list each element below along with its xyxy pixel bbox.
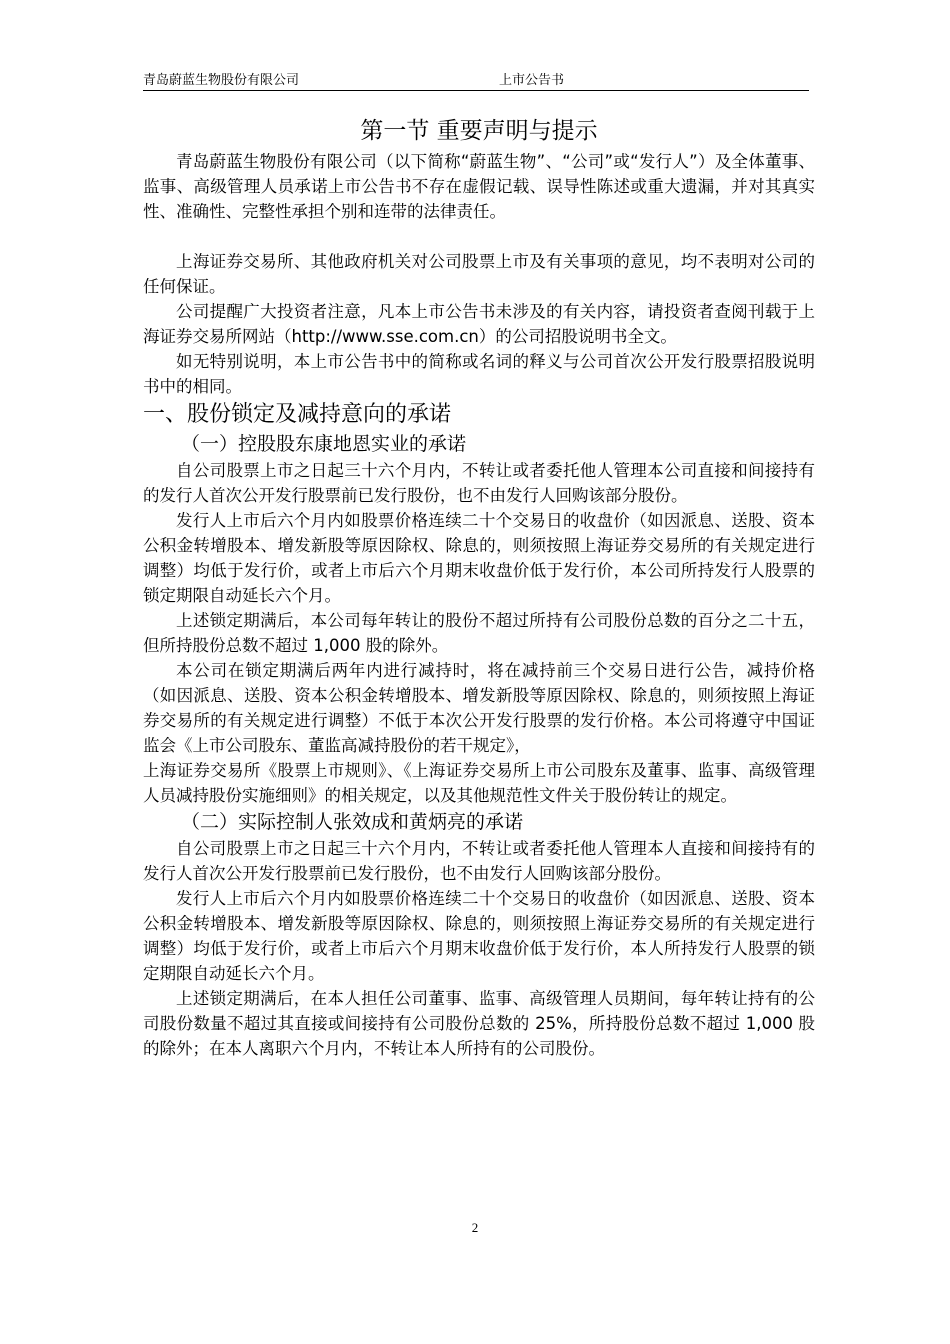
- header-company-name: 青岛蔚蓝生物股份有限公司: [143, 73, 300, 88]
- heading-share-lockup: 一、股份锁定及减持意向的承诺: [143, 402, 452, 427]
- intro-paragraph: 公司提醒广大投资者注意，凡本上市公告书未涉及的有关内容，请投资者查阅刊载于上海证券交易所网站（http://www.sse.com.cn）的公司招股说明书全文。: [143, 302, 815, 346]
- commitment-paragraph: 上述锁定期满后，本公司每年转让的股份不超过所持有公司股份总数的百分之二十五，但所持股份总数不超过 1,000 股的除外。: [143, 611, 815, 655]
- commitment-paragraph: 发行人上市后六个月内如股票价格连续二十个交易日的收盘价（如因派息、送股、资本公积金转增股本、增发新股等原因除权、除息的，则须按照上海证券交易所的有关规定进行调整）均低于发行价，或者上市后六个月期末收盘价低于发行价，本公司所持发行人股票的锁定期限自动延长六个月。: [143, 511, 815, 605]
- commitment-paragraph: 自公司股票上市之日起三十六个月内，不转让或者委托他人管理本公司直接和间接持有的发行人首次公开发行股票前已发行股份，也不由发行人回购该部分股份。: [143, 461, 815, 505]
- commitment-paragraph-continuation: 上海证券交易所《股票上市规则》、《上海证券交易所上市公司股东及董事、监事、高级管理人员减持股份实施细则》的相关规定，以及其他规范性文件关于股份转让的规定。: [143, 761, 815, 805]
- page-number: 2: [471, 1220, 479, 1235]
- page-header: [143, 72, 809, 91]
- commitment-paragraph: 上述锁定期满后，在本人担任公司董事、监事、高级管理人员期间，每年转让持有的公司股份数量不超过其直接或间接持有公司股份总数的 25%，所持股份总数不超过 1,000 股的除外；在本人离职六个月内，不转让本人所持有的公司股份。: [143, 989, 815, 1058]
- commitment-paragraph: 发行人上市后六个月内如股票价格连续二十个交易日的收盘价（如因派息、送股、资本公积金转增股本、增发新股等原因除权、除息的，则须按照上海证券交易所的有关规定进行调整）均低于发行价，或者上市后六个月期末收盘价低于发行价，本人所持发行人股票的锁定期限自动延长六个月。: [143, 889, 815, 983]
- header-document-type: 上市公告书: [499, 73, 565, 88]
- section-title: 第一节 重要声明与提示: [360, 118, 598, 144]
- intro-paragraph: 上海证券交易所、其他政府机关对公司股票上市及有关事项的意见，均不表明对公司的任何保证。: [143, 252, 815, 296]
- intro-paragraph: 青岛蔚蓝生物股份有限公司（以下简称“蔚蓝生物”、“公司”或“发行人”）及全体董事、监事、高级管理人员承诺上市公告书不存在虚假记载、误导性陈述或重大遗漏，并对其真实性、准确性、完整性承担个别和连带的法律责任。: [143, 152, 815, 221]
- intro-paragraph: 如无特别说明，本上市公告书中的简称或名词的释义与公司首次公开发行股票招股说明书中的相同。: [143, 352, 815, 396]
- subheading-controlling-shareholder: （一）控股股东康地恩实业的承诺: [181, 433, 467, 455]
- commitment-paragraph: 自公司股票上市之日起三十六个月内，不转让或者委托他人管理本人直接和间接持有的发行人首次公开发行股票前已发行股份，也不由发行人回购该部分股份。: [143, 839, 815, 883]
- subheading-actual-controllers: （二）实际控制人张效成和黄炳亮的承诺: [181, 811, 524, 833]
- document-body: [143, 113, 815, 1061]
- commitment-paragraph: 本公司在锁定期满后两年内进行减持时，将在减持前三个交易日进行公告，减持价格（如因派息、送股、资本公积金转增股本、增发新股等原因除权、除息的，则须按照上海证券交易所的有关规定进行调整）不低于本次公开发行股票的发行价格。本公司将遵守中国证监会《上市公司股东、董监高减持股份的若干规定》，: [143, 661, 815, 755]
- paragraph-gap: [143, 224, 815, 249]
